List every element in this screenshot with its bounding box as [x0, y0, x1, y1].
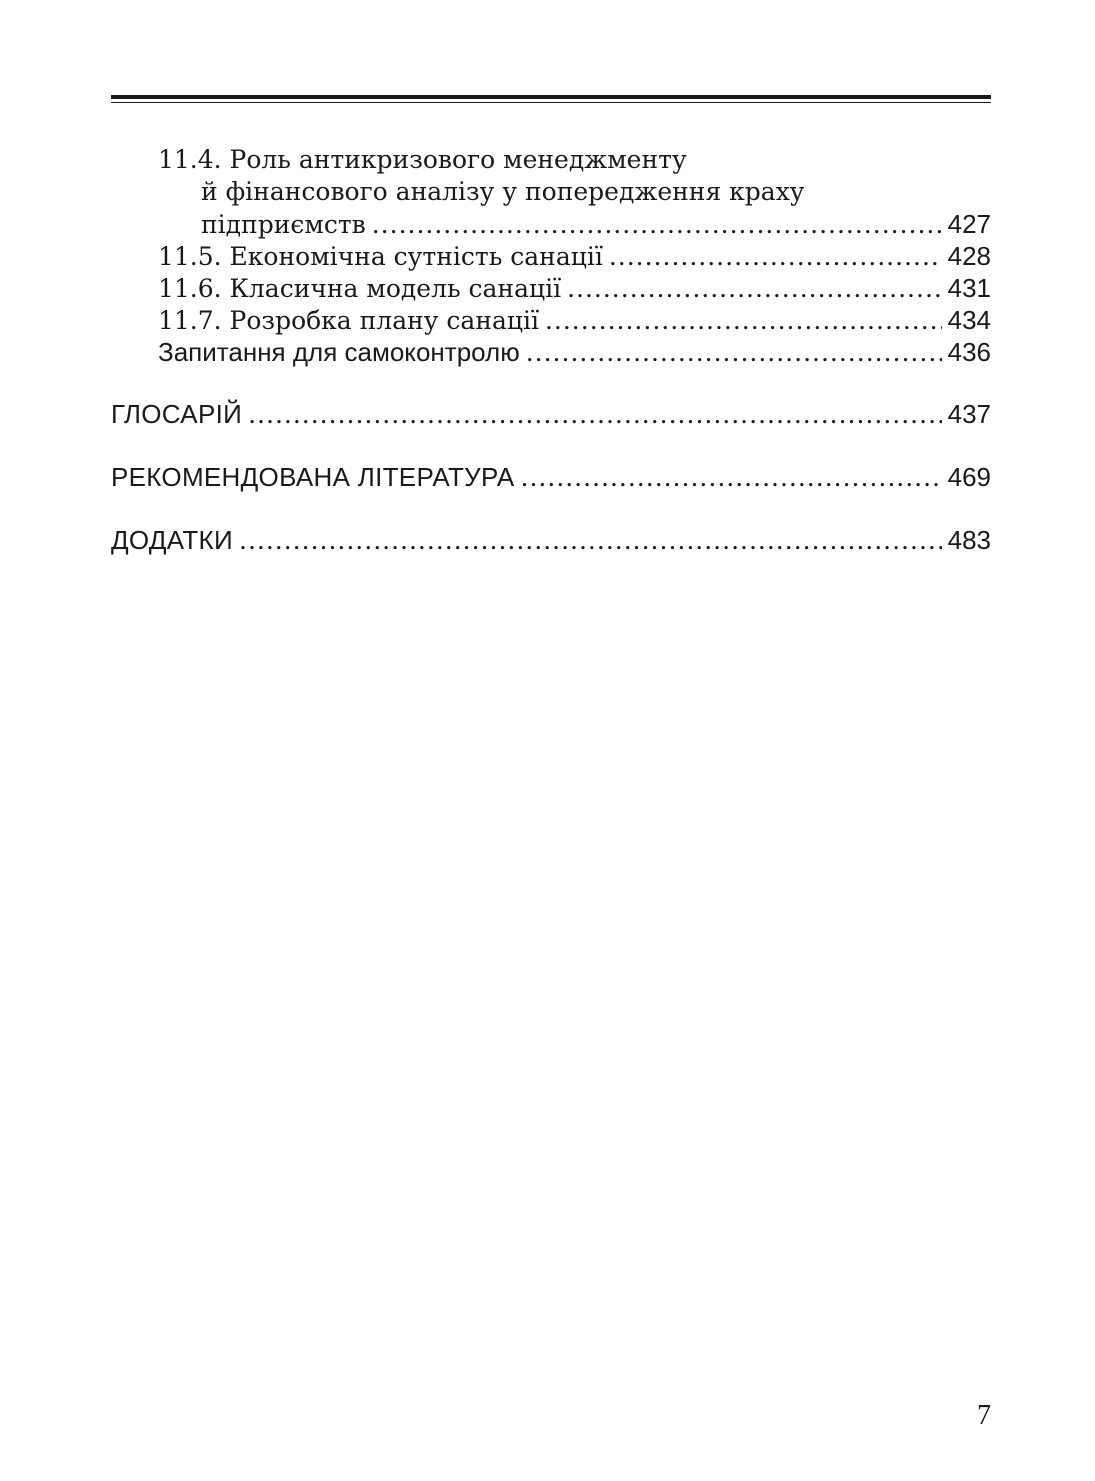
table-of-contents [111, 144, 991, 556]
toc-entry-text: РЕКОМЕНДОВАНА ЛІТЕРАТУРА [111, 462, 515, 492]
spacer [111, 493, 991, 524]
page-number: 7 [977, 1400, 991, 1431]
header-rule-thin [111, 102, 991, 103]
toc-entry-text: 11.7. Розробка плану санації [158, 306, 539, 335]
dot-leader [372, 209, 942, 241]
toc-entry-appendices[interactable] [111, 524, 991, 556]
toc-entry-11-4-line2 [111, 176, 991, 208]
spacer [111, 430, 991, 461]
toc-page-number: 427 [947, 209, 991, 239]
toc-entry-literature[interactable] [111, 461, 991, 493]
dot-leader [545, 305, 942, 337]
toc-entry-text: ГЛОСАРІЙ [111, 399, 243, 429]
toc-entry-text: Запитання для самоконтролю [158, 337, 520, 367]
dot-leader [526, 337, 942, 369]
dot-leader [521, 462, 942, 494]
spacer [111, 368, 991, 398]
dot-leader [609, 241, 942, 273]
toc-entry-11-6[interactable] [111, 272, 991, 304]
toc-entry-glossary[interactable] [111, 398, 991, 430]
dot-leader [248, 399, 942, 431]
toc-entry-text: ДОДАТКИ [111, 525, 233, 555]
toc-entry-11-7[interactable] [111, 304, 991, 336]
toc-page-number: 431 [947, 273, 991, 303]
toc-entry-questions[interactable] [111, 336, 991, 368]
header-rule-thick [111, 95, 991, 99]
toc-page-number: 428 [947, 241, 991, 271]
toc-entry-11-4-line3[interactable] [111, 208, 991, 240]
dot-leader [239, 525, 942, 557]
toc-entry-text: 11.6. Класична модель санації [158, 274, 562, 303]
toc-entry-text: й фінансового аналізу у попередження краху [201, 177, 805, 206]
toc-entry-text: 11.5. Економічна сутність санації [158, 242, 603, 271]
toc-page-number: 436 [947, 337, 991, 367]
toc-page-number: 469 [947, 462, 991, 492]
toc-entry-text: підприємств [201, 210, 366, 239]
toc-page-number: 434 [947, 305, 991, 335]
toc-entry-11-5[interactable] [111, 240, 991, 272]
toc-page-number: 483 [947, 525, 991, 555]
toc-entry-11-4-line1 [111, 144, 991, 176]
dot-leader [567, 273, 942, 305]
toc-page-number: 437 [947, 399, 991, 429]
toc-entry-text: 11.4. Роль антикризового менеджменту [158, 145, 687, 174]
